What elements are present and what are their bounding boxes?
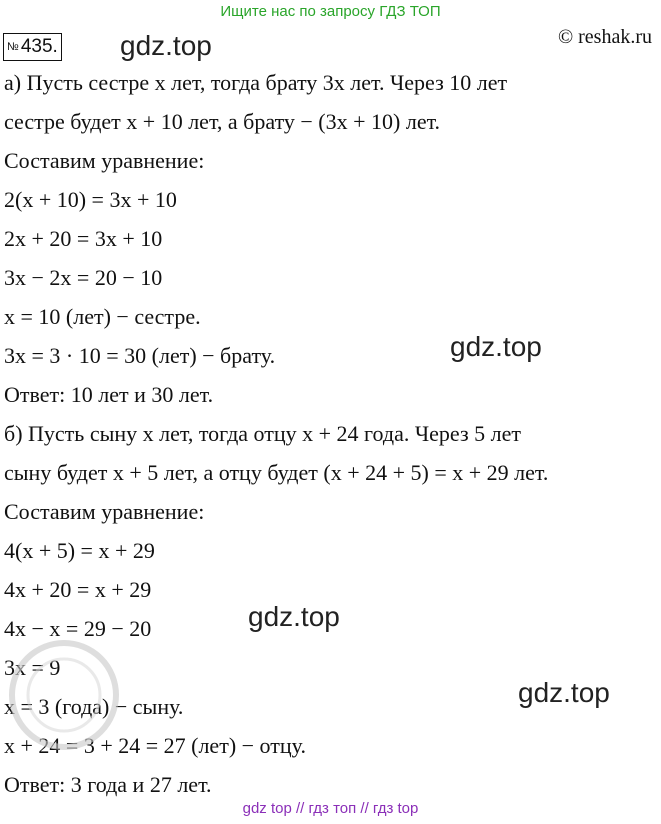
equation-line: 4x + 20 = x + 29 [4,577,152,602]
equation-line: x + 24 = 3 + 24 = 27 (лет) − отцу. [4,733,306,758]
solution-line: сестре будет x + 10 лет, а брату − (3x + 10) лет. [4,109,441,134]
equation-line: x = 3 (года) − сыну. [4,694,184,719]
solution-line: Составим уравнение: [4,148,205,173]
watermark: gdz.top [120,30,212,61]
solution-line: а) Пусть сестре x лет, тогда брату 3x лет. Через 10 лет [4,70,508,95]
equation-line: 3x − 2x = 20 − 10 [4,265,163,290]
equation-line: 4x − x = 29 − 20 [4,616,152,641]
equation-line: 4(x + 5) = x + 29 [4,538,155,563]
answer-line: Ответ: 3 года и 27 лет. [4,772,212,797]
site-credit[interactable]: © reshak.ru [557,26,652,48]
watermark: gdz.top [248,601,340,632]
problem-number-value: 435. [20,36,58,57]
problem-number [3,33,62,61]
solution-line: б) Пусть сыну x лет, тогда отцу x + 24 года. Через 5 лет [4,421,521,446]
watermark: gdz.top [450,331,542,362]
equation-line: x = 10 (лет) − сестре. [4,304,201,329]
equation-line: 3x = 9 [4,655,61,680]
solution-line: Составим уравнение: [4,499,205,524]
solution-line: сыну будет x + 5 лет, а отцу будет (x + 24 + 5) = x + 29 лет. [4,460,549,485]
number-sign: № [7,41,19,53]
answer-line: Ответ: 10 лет и 30 лет. [4,382,214,407]
equation-line: 2(x + 10) = 3x + 10 [4,187,177,212]
top-banner[interactable]: Ищите нас по запросу ГДЗ ТОП [220,3,441,20]
bottom-banner[interactable]: gdz top // гдз топ // гдз top [242,800,419,817]
watermark: gdz.top [518,677,610,708]
equation-line: 2x + 20 = 3x + 10 [4,226,163,251]
equation-line: 3x = 3 · 10 = 30 (лет) − брату. [4,343,276,368]
